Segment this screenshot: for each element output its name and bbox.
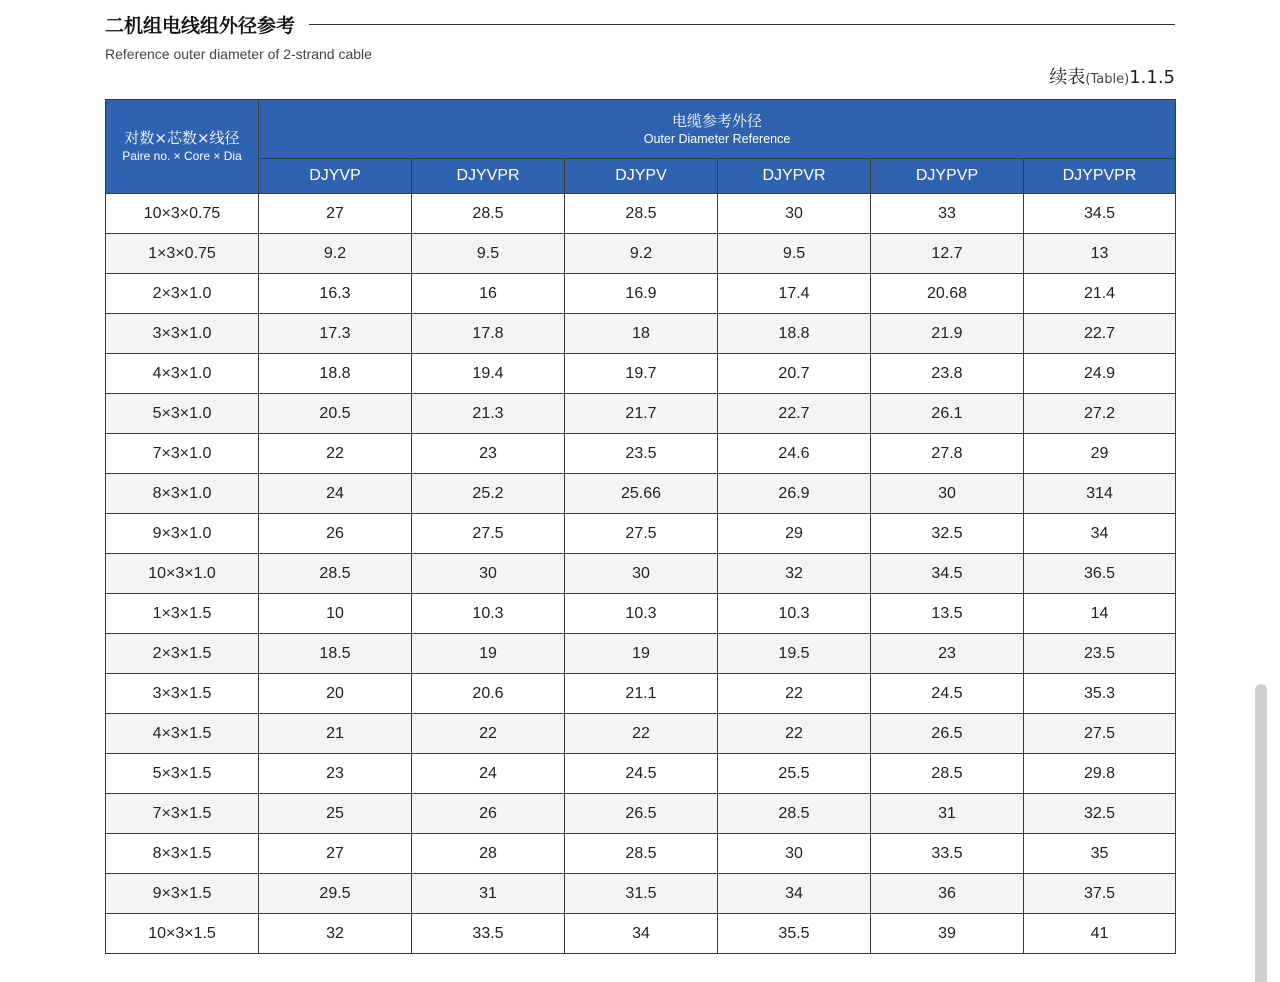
diameter-cell: 12.7 bbox=[871, 234, 1024, 274]
diameter-cell: 10.3 bbox=[718, 594, 871, 634]
diameter-cell: 26 bbox=[259, 514, 412, 554]
diameter-cell: 9.5 bbox=[412, 234, 565, 274]
diameter-cell: 30 bbox=[718, 834, 871, 874]
diameter-cell: 24.5 bbox=[565, 754, 718, 794]
diameter-cell: 39 bbox=[871, 914, 1024, 954]
diameter-cell: 30 bbox=[718, 194, 871, 234]
diameter-cell: 20.68 bbox=[871, 274, 1024, 314]
diameter-cell: 29 bbox=[1024, 434, 1176, 474]
table-row bbox=[106, 194, 1176, 234]
table-ref-zh: 续表 bbox=[1049, 67, 1086, 88]
diameter-cell: 18.5 bbox=[259, 634, 412, 674]
diameter-cell: 22 bbox=[259, 434, 412, 474]
table-row bbox=[106, 674, 1176, 714]
diameter-cell: 23 bbox=[412, 434, 565, 474]
diameter-cell: 36.5 bbox=[1024, 554, 1176, 594]
vertical-scrollbar[interactable] bbox=[1255, 684, 1267, 982]
diameter-cell: 23 bbox=[259, 754, 412, 794]
diameter-cell: 9.2 bbox=[565, 234, 718, 274]
diameter-cell: 19.7 bbox=[565, 354, 718, 394]
table-ref-small: (Table) bbox=[1085, 72, 1130, 87]
spec-cell: 9×3×1.5 bbox=[106, 874, 259, 914]
diameter-table bbox=[105, 99, 1176, 954]
row-header-en: Paire no. × Core × Dia bbox=[122, 149, 242, 163]
diameter-cell: 14 bbox=[1024, 594, 1176, 634]
diameter-cell: 28.5 bbox=[871, 754, 1024, 794]
diameter-cell: 26 bbox=[412, 794, 565, 834]
diameter-cell: 17.4 bbox=[718, 274, 871, 314]
diameter-cell: 17.8 bbox=[412, 314, 565, 354]
diameter-cell: 25 bbox=[259, 794, 412, 834]
table-row bbox=[106, 314, 1176, 354]
diameter-cell: 27.5 bbox=[1024, 714, 1176, 754]
diameter-cell: 19 bbox=[565, 634, 718, 674]
diameter-cell: 41 bbox=[1024, 914, 1176, 954]
spec-cell: 7×3×1.0 bbox=[106, 434, 259, 474]
diameter-cell: 26.5 bbox=[871, 714, 1024, 754]
spec-cell: 10×3×1.0 bbox=[106, 554, 259, 594]
diameter-cell: 26.5 bbox=[565, 794, 718, 834]
diameter-cell: 19 bbox=[412, 634, 565, 674]
diameter-cell: 23 bbox=[871, 634, 1024, 674]
title-divider bbox=[309, 24, 1175, 25]
spec-cell: 5×3×1.0 bbox=[106, 394, 259, 434]
table-ref-number: 1.1.5 bbox=[1129, 67, 1175, 88]
diameter-cell: 314 bbox=[1024, 474, 1176, 514]
table-row bbox=[106, 354, 1176, 394]
diameter-cell: 9.5 bbox=[718, 234, 871, 274]
diameter-cell: 25.66 bbox=[565, 474, 718, 514]
diameter-cell: 30 bbox=[871, 474, 1024, 514]
table-row bbox=[106, 514, 1176, 554]
diameter-cell: 33 bbox=[871, 194, 1024, 234]
spec-cell: 1×3×1.5 bbox=[106, 594, 259, 634]
diameter-cell: 25.5 bbox=[718, 754, 871, 794]
spec-cell: 8×3×1.5 bbox=[106, 834, 259, 874]
spec-cell: 4×3×1.5 bbox=[106, 714, 259, 754]
diameter-cell: 33.5 bbox=[871, 834, 1024, 874]
table-row bbox=[106, 394, 1176, 434]
diameter-cell: 18 bbox=[565, 314, 718, 354]
diameter-cell: 31 bbox=[871, 794, 1024, 834]
diameter-cell: 29.8 bbox=[1024, 754, 1176, 794]
column-header: DJYPV bbox=[565, 159, 718, 194]
diameter-cell: 28.5 bbox=[259, 554, 412, 594]
diameter-cell: 13 bbox=[1024, 234, 1176, 274]
diameter-cell: 22.7 bbox=[718, 394, 871, 434]
diameter-cell: 16 bbox=[412, 274, 565, 314]
table-row bbox=[106, 834, 1176, 874]
diameter-cell: 31 bbox=[412, 874, 565, 914]
column-header: DJYPVP bbox=[871, 159, 1024, 194]
spec-cell: 2×3×1.5 bbox=[106, 634, 259, 674]
table-row bbox=[106, 794, 1176, 834]
diameter-cell: 21.4 bbox=[1024, 274, 1176, 314]
diameter-cell: 20.7 bbox=[718, 354, 871, 394]
diameter-cell: 21 bbox=[259, 714, 412, 754]
diameter-cell: 32.5 bbox=[871, 514, 1024, 554]
spec-cell: 3×3×1.0 bbox=[106, 314, 259, 354]
diameter-cell: 23.5 bbox=[1024, 634, 1176, 674]
diameter-cell: 34 bbox=[565, 914, 718, 954]
diameter-cell: 26.9 bbox=[718, 474, 871, 514]
diameter-cell: 34.5 bbox=[871, 554, 1024, 594]
spec-cell: 3×3×1.5 bbox=[106, 674, 259, 714]
column-header: DJYPVR bbox=[718, 159, 871, 194]
table-row bbox=[106, 634, 1176, 674]
diameter-cell: 10.3 bbox=[565, 594, 718, 634]
table-row bbox=[106, 434, 1176, 474]
diameter-cell: 20.5 bbox=[259, 394, 412, 434]
diameter-cell: 34 bbox=[718, 874, 871, 914]
diameter-cell: 27 bbox=[259, 194, 412, 234]
spec-cell: 7×3×1.5 bbox=[106, 794, 259, 834]
diameter-cell: 24 bbox=[412, 754, 565, 794]
diameter-cell: 20.6 bbox=[412, 674, 565, 714]
group-header-en: Outer Diameter Reference bbox=[643, 131, 791, 146]
diameter-cell: 35 bbox=[1024, 834, 1176, 874]
diameter-cell: 23.8 bbox=[871, 354, 1024, 394]
table-body bbox=[106, 194, 1176, 954]
group-header-zh: 电缆参考外径 bbox=[672, 111, 763, 130]
diameter-cell: 10.3 bbox=[412, 594, 565, 634]
spec-cell: 10×3×0.75 bbox=[106, 194, 259, 234]
diameter-cell: 25.2 bbox=[412, 474, 565, 514]
table-row bbox=[106, 594, 1176, 634]
spec-cell: 9×3×1.0 bbox=[106, 514, 259, 554]
diameter-cell: 29 bbox=[718, 514, 871, 554]
row-header-zh: 对数×芯数×线径 bbox=[124, 129, 240, 147]
diameter-cell: 34 bbox=[1024, 514, 1176, 554]
spec-cell: 2×3×1.0 bbox=[106, 274, 259, 314]
diameter-cell: 26.1 bbox=[871, 394, 1024, 434]
diameter-cell: 21.1 bbox=[565, 674, 718, 714]
diameter-cell: 28.5 bbox=[718, 794, 871, 834]
spec-cell: 4×3×1.0 bbox=[106, 354, 259, 394]
diameter-cell: 16.3 bbox=[259, 274, 412, 314]
diameter-cell: 28 bbox=[412, 834, 565, 874]
page-title: 二机组电线组外径参考 bbox=[105, 14, 296, 37]
diameter-cell: 22 bbox=[412, 714, 565, 754]
diameter-cell: 27.5 bbox=[412, 514, 565, 554]
diameter-cell: 24 bbox=[259, 474, 412, 514]
diameter-cell: 24.9 bbox=[1024, 354, 1176, 394]
table-row bbox=[106, 554, 1176, 594]
diameter-cell: 30 bbox=[565, 554, 718, 594]
diameter-cell: 21.7 bbox=[565, 394, 718, 434]
diameter-cell: 35.3 bbox=[1024, 674, 1176, 714]
table-row bbox=[106, 754, 1176, 794]
diameter-cell: 32.5 bbox=[1024, 794, 1176, 834]
diameter-cell: 33.5 bbox=[412, 914, 565, 954]
table-reference bbox=[1049, 63, 1175, 89]
diameter-cell: 16.9 bbox=[565, 274, 718, 314]
table-row bbox=[106, 874, 1176, 914]
column-header: DJYVP bbox=[259, 159, 412, 194]
diameter-cell: 24.6 bbox=[718, 434, 871, 474]
spec-cell: 10×3×1.5 bbox=[106, 914, 259, 954]
column-header: DJYPVPR bbox=[1024, 159, 1176, 194]
diameter-cell: 24.5 bbox=[871, 674, 1024, 714]
diameter-cell: 22.7 bbox=[1024, 314, 1176, 354]
diameter-cell: 19.4 bbox=[412, 354, 565, 394]
table-row bbox=[106, 714, 1176, 754]
diameter-cell: 10 bbox=[259, 594, 412, 634]
diameter-cell: 22 bbox=[565, 714, 718, 754]
diameter-cell: 37.5 bbox=[1024, 874, 1176, 914]
diameter-cell: 35.5 bbox=[718, 914, 871, 954]
diameter-cell: 27 bbox=[259, 834, 412, 874]
diameter-cell: 36 bbox=[871, 874, 1024, 914]
diameter-cell: 19.5 bbox=[718, 634, 871, 674]
diameter-cell: 21.9 bbox=[871, 314, 1024, 354]
column-header: DJYVPR bbox=[412, 159, 565, 194]
table-row bbox=[106, 274, 1176, 314]
diameter-cell: 27.5 bbox=[565, 514, 718, 554]
table-row bbox=[106, 234, 1176, 274]
diameter-cell: 20 bbox=[259, 674, 412, 714]
group-header-cell bbox=[259, 100, 1176, 159]
table-row bbox=[106, 914, 1176, 954]
diameter-cell: 13.5 bbox=[871, 594, 1024, 634]
diameter-cell: 18.8 bbox=[718, 314, 871, 354]
diameter-cell: 28.5 bbox=[412, 194, 565, 234]
row-header-cell bbox=[106, 100, 259, 194]
table-row bbox=[106, 474, 1176, 514]
title-row bbox=[105, 10, 1175, 38]
diameter-cell: 32 bbox=[718, 554, 871, 594]
diameter-cell: 18.8 bbox=[259, 354, 412, 394]
diameter-cell: 9.2 bbox=[259, 234, 412, 274]
diameter-cell: 23.5 bbox=[565, 434, 718, 474]
diameter-cell: 27.2 bbox=[1024, 394, 1176, 434]
diameter-cell: 22 bbox=[718, 714, 871, 754]
diameter-cell: 29.5 bbox=[259, 874, 412, 914]
diameter-cell: 28.5 bbox=[565, 834, 718, 874]
spec-cell: 5×3×1.5 bbox=[106, 754, 259, 794]
diameter-cell: 31.5 bbox=[565, 874, 718, 914]
diameter-cell: 27.8 bbox=[871, 434, 1024, 474]
diameter-cell: 34.5 bbox=[1024, 194, 1176, 234]
page-subtitle: Reference outer diameter of 2-strand cable bbox=[105, 46, 372, 62]
diameter-cell: 32 bbox=[259, 914, 412, 954]
diameter-cell: 21.3 bbox=[412, 394, 565, 434]
diameter-cell: 17.3 bbox=[259, 314, 412, 354]
diameter-cell: 28.5 bbox=[565, 194, 718, 234]
diameter-cell: 30 bbox=[412, 554, 565, 594]
spec-cell: 8×3×1.0 bbox=[106, 474, 259, 514]
spec-cell: 1×3×0.75 bbox=[106, 234, 259, 274]
diameter-cell: 22 bbox=[718, 674, 871, 714]
